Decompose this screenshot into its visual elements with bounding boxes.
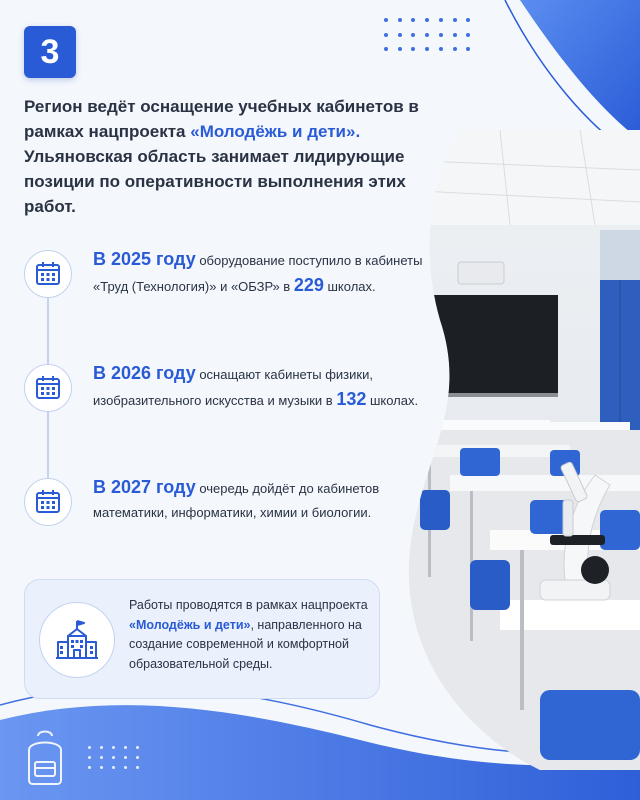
- timeline-year: В 2027 году: [93, 477, 196, 497]
- timeline-year: В 2026 году: [93, 363, 196, 383]
- note-project-name: «Молодёжь и дети»: [129, 617, 251, 632]
- step-number: 3: [40, 32, 60, 71]
- timeline-text: [93, 247, 423, 299]
- timeline-text: [93, 361, 423, 413]
- note-part1: Работы проводятся в рамках нацпроекта: [129, 598, 368, 612]
- decorative-dots-bottom: [88, 746, 148, 776]
- timeline-text: [93, 475, 423, 525]
- note-part2: , направленного на создание современной и комфортной образовательной среды.: [129, 617, 362, 671]
- backpack-icon: [22, 728, 68, 791]
- calendar-icon: [24, 250, 72, 298]
- timeline-description: очередь дойдёт до кабинетов математики, информатики, химии и биологии.: [93, 481, 380, 520]
- timeline-description: оборудование поступило в кабинеты «Труд (Технология)» и «ОБЗР» в: [93, 253, 423, 294]
- intro-text: [24, 94, 434, 219]
- timeline-year: В 2025 году: [93, 249, 196, 269]
- calendar-icon: [24, 478, 72, 526]
- timeline-school-count: 229: [293, 275, 324, 295]
- project-note-card: [24, 579, 380, 699]
- intro-part2: Ульяновская область занимает лидирующие позиции по оперативности выполнения этих работ.: [24, 147, 406, 216]
- intro-part1: Регион ведёт оснащение учебных кабинетов в рамках нацпроекта: [24, 97, 419, 141]
- school-building-icon: [39, 602, 115, 678]
- timeline-description-end: школах.: [323, 279, 376, 294]
- intro-project-name: «Молодёжь и дети».: [190, 122, 361, 141]
- calendar-icon: [24, 364, 72, 412]
- classroom-photo: [400, 130, 640, 770]
- note-text: [129, 596, 369, 674]
- timeline-school-count: 132: [336, 389, 367, 409]
- timeline-description-end: школах.: [366, 393, 419, 408]
- decorative-dots: [384, 18, 480, 62]
- timeline-description: оснащают кабинеты физики, изобразительного искусства и музыки в: [93, 367, 373, 408]
- step-number-badge: [24, 26, 76, 78]
